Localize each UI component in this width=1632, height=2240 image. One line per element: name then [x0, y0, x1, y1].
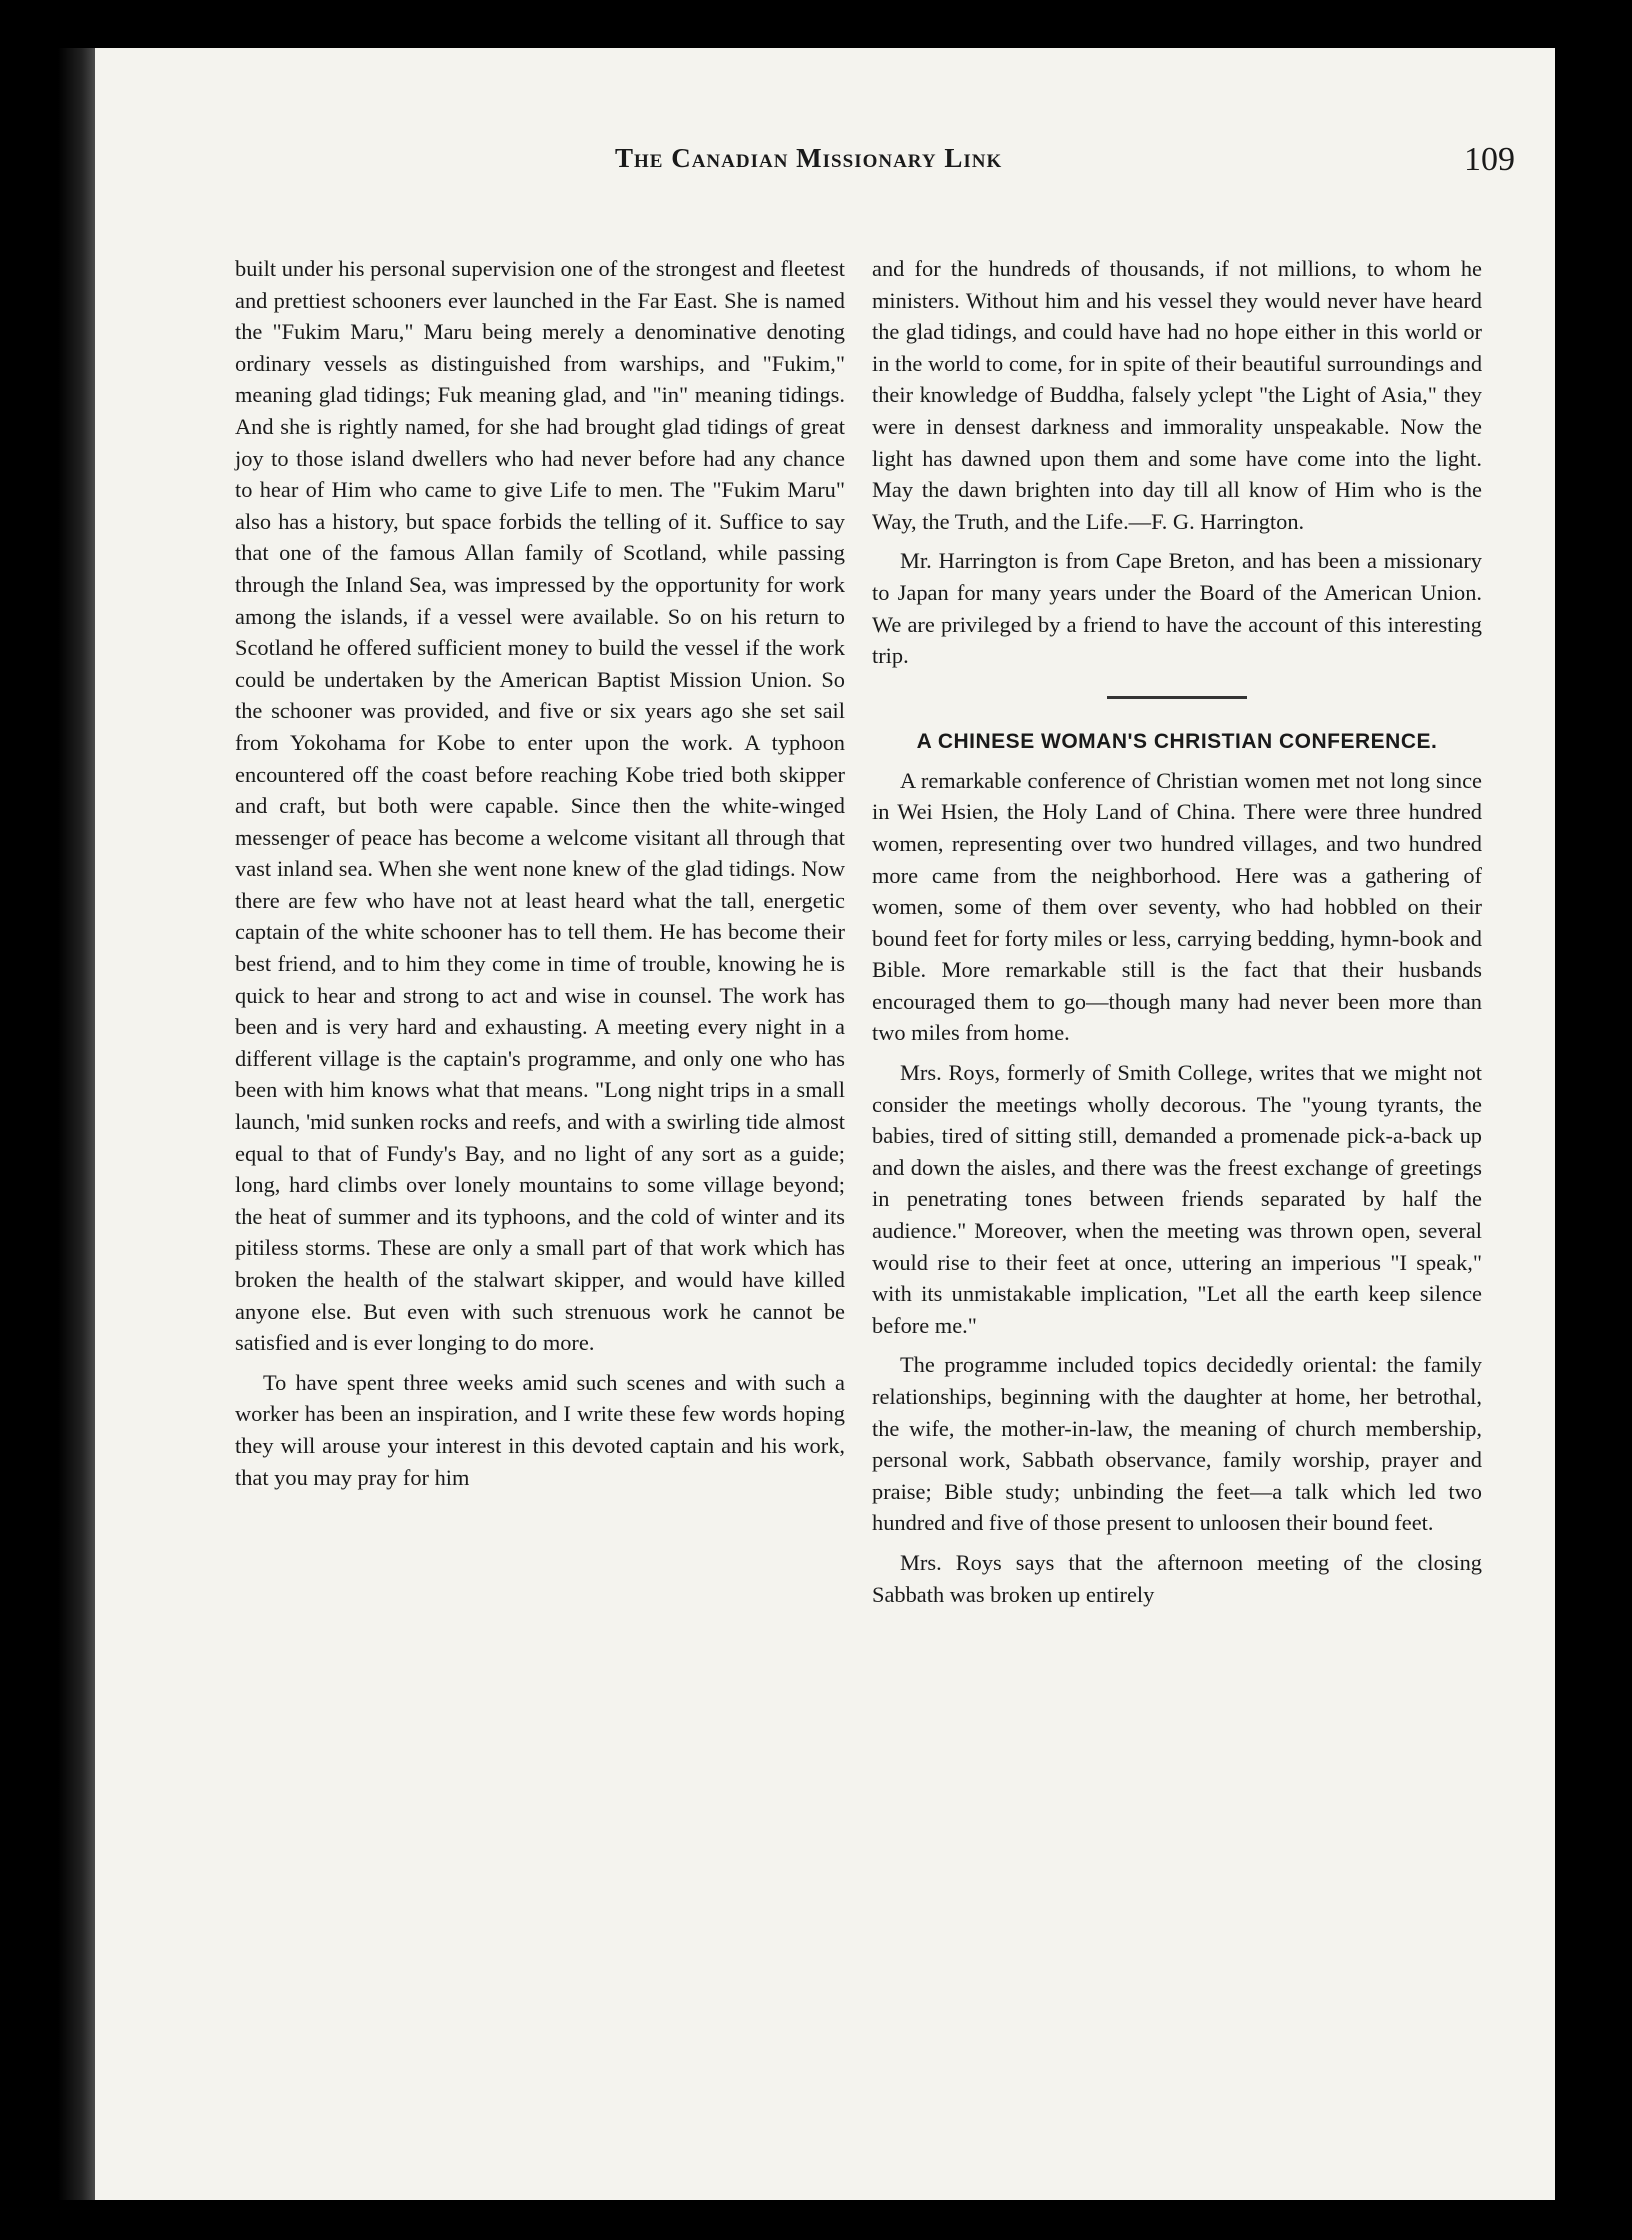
paragraph: To have spent three weeks amid such scenes and with such a worker has been an inspiration, and I write these few words hoping they will arouse your interest in this devoted captain and his work, that you may pray for him: [235, 1369, 845, 1490]
paragraph: and for the hundreds of thousands, if not millions, to whom he ministers. Without him and his vessel they would never have heard the glad tidings, and could have had no hope either in this world or in the world to come, for in spite of their beautiful surroundings and their knowledge of Buddha, falsely yclept "the Light of Asia," they were in densest darkness and immorality unspeakable. Now the light has dawned upon them and some have come into the light. May the dawn brighten into day till all know of Him who is the Way, the Truth, and the Life.—F. G. Harrington.: [872, 256, 1483, 534]
paragraph: Mr. Harrington is from Cape Breton, and has been a missionary to Japan for many years under the Board of the American Union. We are privileged by a friend to have the account of this interesting trip.: [872, 548, 1482, 669]
page-binding-edge: [58, 48, 98, 2200]
paragraph: A remarkable conference of Christian women met not long since in Wei Hsien, the Holy Land of China. There were three hundred women, representing over two hundred villages, and two hundred more came from the neighborhood. Here was a gathering of women, some of them over seventy, who had hobbled on their bound feet for forty miles or less, carrying bedding, hymn-book and Bible. More remarkable still is the fact that their husbands encouraged them to go—though many had never been more than two miles from home.: [872, 767, 1482, 1046]
page-number: 109: [1464, 141, 1515, 178]
running-header: [95, 143, 1555, 183]
left-column: [235, 253, 845, 1493]
right-column: [872, 253, 1482, 1610]
section-divider: [1107, 696, 1247, 699]
paragraph: built under his personal supervision one of the strongest and fleetest and prettiest schooners ever launched in the Far East. She is named the "Fukim Maru," Maru being merely a denominative denoting ordinary vessels as distinguished from warships, and "Fukim," meaning glad tidings; Fuk meaning glad, and "in" meaning tidings. And she is rightly named, for she had brought glad tidings of great joy to those island dwellers who had never before had any chance to hear of Him who came to give Life to men. The "Fukim Maru" also has a history, but space forbids the telling of it. Suffice to say that one of the famous Allan family of Scotland, while passing through the Inland Sea, was impressed by the opportunity for work among the islands, if a vessel were available. So on his return to Scotland he offered sufficient money to build the vessel if the work could be undertaken by the American Baptist Mission Union. So the schooner was provided, and five or six years ago she set sail from Yokohama for Kobe to enter upon the work. A typhoon encountered off the coast before reaching Kobe tried both skipper and craft, but both were capable. Since then the white-winged messenger of peace has become a welcome visitant all through that vast inland sea. When she went none knew of the glad tidings. Now there are few who have not at least heard what the tall, energetic captain of the white schooner has to tell them. He has become their best friend, and to him they come in time of trouble, knowing he is quick to hear and strong to act and wise in counsel. The work has been and is very hard and exhausting. A meeting every night in a different village is the captain's programme, and only one who has been with him knows what that means. "Long night trips in a small launch, 'mid sunken rocks and reefs, and with a swirling tide almost equal to that of Fundy's Bay, and no light of any sort as a guide; long, hard climbs over lonely mountains to some village beyond; the heat of summer and its typhoons, and the cold of winter and its pitiless storms. These are only a small part of that work which has broken the health of the stalwart skipper, and would have killed anyone else. But even with such strenuous work he cannot be satisfied and is ever longing to do more.: [235, 256, 845, 1356]
document-page: [95, 48, 1555, 2200]
paragraph: The programme included topics decidedly oriental: the family relationships, beginning with the daughter at home, her betrothal, the wife, the mother-in-law, the meaning of church membership, personal work, Sabbath observance, family worship, prayer and praise; Bible study; unbinding the feet—a talk which led two hundred and five of those present to unloosen their bound feet.: [872, 1352, 1482, 1536]
paragraph: Mrs. Roys, formerly of Smith College, writes that we might not consider the meetings wholly decorous. The "young tyrants, the babies, tired of sitting still, demanded a promenade pick-a-back up and down the aisles, and there was the freest exchange of greetings in penetrating tones between friends separated by half the audience." Moreover, when the meeting was thrown open, several would rise to their feet at once, uttering an imperious "I speak," with its unmistakable implication, "Let all the earth keep silence before me.": [872, 1060, 1482, 1338]
article-heading: A CHINESE WOMAN'S CHRISTIAN CONFERENCE.: [916, 729, 1438, 753]
paragraph: Mrs. Roys says that the afternoon meeting of the closing Sabbath was broken up entirely: [872, 1549, 1482, 1607]
journal-title: The Canadian Missionary Link: [615, 143, 1003, 173]
